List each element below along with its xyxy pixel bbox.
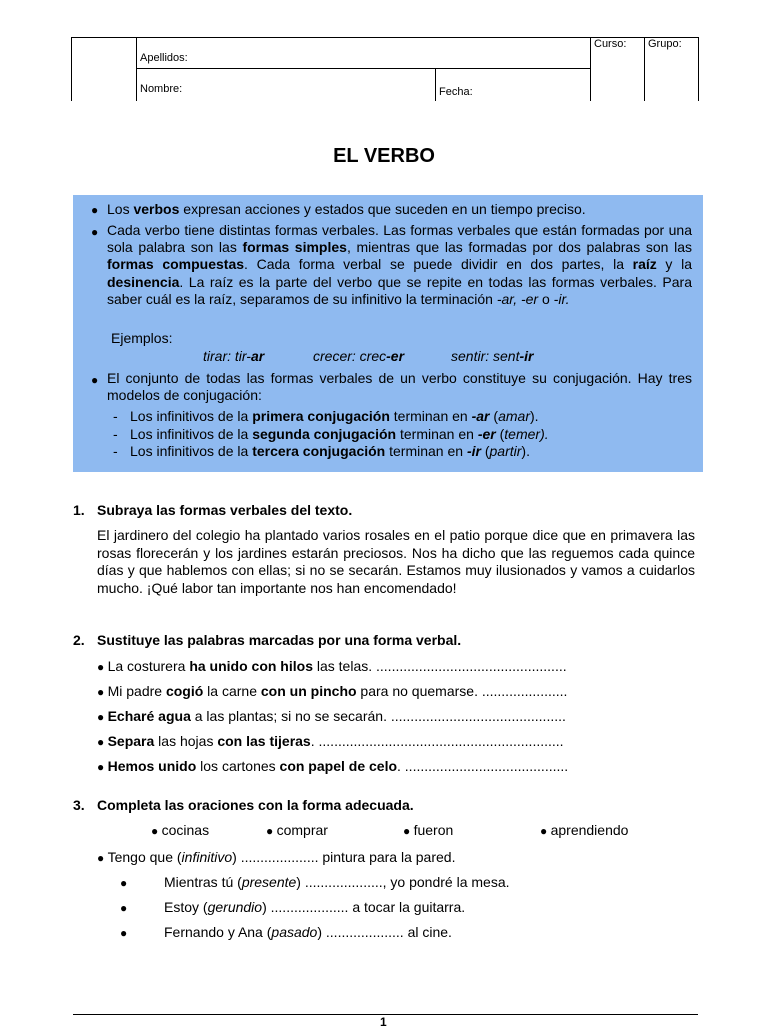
student-info-header xyxy=(71,37,699,101)
ejemplos-label: Ejemplos: xyxy=(111,330,173,346)
option-word: ● cocinas xyxy=(151,822,210,838)
info-paragraph: Los verbos expresan acciones y estados que suceden en un tiempo preciso. xyxy=(107,201,586,217)
conjugation-second: Los infinitivos de la segunda conjugación terminan en -er (temer). xyxy=(130,426,549,442)
option-word: ● comprar xyxy=(266,822,328,838)
option-word: ● aprendiendo xyxy=(540,822,629,838)
info-box xyxy=(73,195,703,472)
dash-icon: - xyxy=(113,443,118,459)
grupo-field[interactable]: Grupo: xyxy=(648,38,682,50)
option-word: ● fueron xyxy=(403,822,454,838)
dash-icon: - xyxy=(113,408,118,424)
page-title: EL VERBO xyxy=(333,145,435,167)
list-item[interactable]: ● Echaré agua a las plantas; si no se secarán. ............................................. xyxy=(97,708,566,724)
exercise-3-number: 3. xyxy=(73,797,85,813)
exercise-2-number: 2. xyxy=(73,632,85,648)
exercise-1-heading: Subraya las formas verbales del texto. xyxy=(97,502,353,518)
fecha-field[interactable]: Fecha: xyxy=(439,86,473,98)
sentence-1[interactable]: ● Tengo que (infinitivo) .................... pintura para la pared. xyxy=(97,849,456,865)
bullet-icon: ● xyxy=(120,926,128,940)
exercise-2-heading: Sustituye las palabras marcadas por una forma verbal. xyxy=(97,632,462,648)
sentence-3[interactable]: Estoy (gerundio) .................... a tocar la guitarra. xyxy=(164,899,466,915)
list-item[interactable]: ● Separa las hojas con las tijeras. ............................................................... xyxy=(97,733,564,749)
bullet-icon: ● xyxy=(120,876,128,890)
exercise-1-number: 1. xyxy=(73,502,85,518)
sentence-4[interactable]: Fernando y Ana (pasado) .................... al cine. xyxy=(164,924,452,940)
conjugation-first: Los infinitivos de la primera conjugación terminan en -ar (amar). xyxy=(130,408,539,424)
bullet-icon: ● xyxy=(91,225,99,239)
apellidos-field[interactable]: Apellidos: xyxy=(140,52,188,64)
bullet-icon: ● xyxy=(120,901,128,915)
example-tirar: tirar: tir-ar xyxy=(203,348,265,364)
list-item[interactable]: ● La costurera ha unido con hilos las telas. ................................................. xyxy=(97,658,567,674)
exercise-3-heading: Completa las oraciones con la forma adecuada. xyxy=(97,797,414,813)
bullet-icon: ● xyxy=(91,203,99,217)
bullet-icon: ● xyxy=(91,373,99,387)
curso-field[interactable]: Curso: xyxy=(594,38,627,50)
example-crecer: crecer: crec-er xyxy=(313,348,405,364)
info-paragraph: Cada verbo tiene distintas formas verbales. Las formas verbales que están formadas por una sola palabra son las formas simples, mientras que las formadas por dos palabras son las formas compuestas. Cada forma verbal se puede dividir en dos partes, la raíz y la desinencia. La raíz es la parte del verbo que se repite en todas las formas verbales. Para saber cuál es la raíz, separamos de su infinitivo la terminación -ar, -er o -ir. xyxy=(107,222,692,307)
list-item[interactable]: ● Hemos unido los cartones con papel de celo. .......................................... xyxy=(97,758,569,774)
exercise-1-text[interactable]: El jardinero del colegio ha plantado varios rosales en el patio porque dice que en primavera las rosas florecerán y los jardines estarán preciosos. Nos ha dicho que las reguemos cada quince días y que hablemos con ellas; si no se secarán. Estamos muy ilusionados y vamos a cuidarlos mucho. ¡Qué labor tan importante nos han encomendado! xyxy=(97,527,695,596)
example-sentir: sentir: sent-ir xyxy=(451,348,534,364)
nombre-field[interactable]: Nombre: xyxy=(140,83,183,95)
conjugation-third: Los infinitivos de la tercera conjugación terminan en -ir (partir). xyxy=(130,443,530,459)
info-paragraph: El conjunto de todas las formas verbales de un verbo constituye su conjugación. Hay tres modelos de conjugación: xyxy=(107,370,692,404)
list-item[interactable]: ● Mi padre cogió la carne con un pincho para no quemarse. ...................... xyxy=(97,683,568,699)
page-number: 1 xyxy=(380,1015,387,1029)
sentence-2[interactable]: Mientras tú (presente) ...................., yo pondré la mesa. xyxy=(164,874,510,890)
dash-icon: - xyxy=(113,426,118,442)
